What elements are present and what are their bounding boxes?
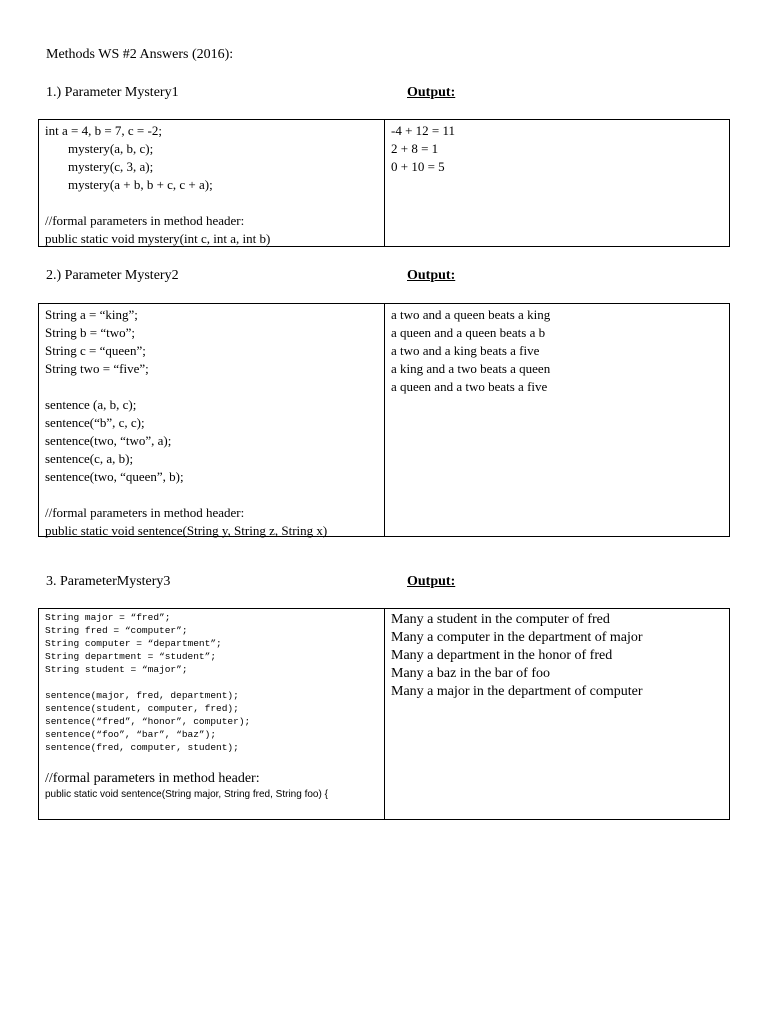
q2-heading: 2.) Parameter Mystery2 xyxy=(46,268,179,283)
q3-call-line: sentence(fred, computer, student); xyxy=(45,742,239,753)
q2-call-line: sentence(two, “queen”, b); xyxy=(45,469,184,484)
q3-decl-line: String department = “student”; xyxy=(45,651,217,662)
q3-call-line: sentence(student, computer, fred); xyxy=(45,703,239,714)
q2-call-line: sentence(“b”, c, c); xyxy=(45,415,145,430)
q3-output-line: Many a student in the computer of fred xyxy=(391,612,610,627)
q3-output-line: Many a major in the department of computer xyxy=(391,684,643,699)
page-title: Methods WS #2 Answers (2016): xyxy=(46,47,234,62)
q2-output-line: a queen and a two beats a five xyxy=(391,379,548,394)
q3-output-line: Many a department in the honor of fred xyxy=(391,648,613,663)
q2-output-line: a two and a queen beats a king xyxy=(391,307,551,322)
q3-decl-line: String computer = “department”; xyxy=(45,638,222,649)
q3-output-line: Many a computer in the department of major xyxy=(391,630,643,645)
q2-decl-line: String c = “queen”; xyxy=(45,343,146,358)
q2-call-line: sentence (a, b, c); xyxy=(45,397,137,412)
q2-output-line: a king and a two beats a queen xyxy=(391,361,551,376)
q1-output-line: 2 + 8 = 1 xyxy=(391,141,439,156)
q1-code-cell xyxy=(39,120,385,246)
q3-decl-line: String fred = “computer”; xyxy=(45,625,188,636)
q2-output-label: Output: xyxy=(407,268,456,283)
q2-decl-line: String two = “five”; xyxy=(45,361,149,376)
q2-call-line: sentence(two, “two”, a); xyxy=(45,433,172,448)
q1-heading: 1.) Parameter Mystery1 xyxy=(46,85,179,100)
q1-output-cell xyxy=(385,120,729,246)
q1-code-line: mystery(a, b, c); xyxy=(68,141,154,156)
q1-code-line: int a = 4, b = 7, c = -2; xyxy=(45,123,162,138)
q3-heading: 3. ParameterMystery3 xyxy=(46,574,171,589)
q3-method-header: public static void sentence(String major, String fred, String foo) { xyxy=(45,789,328,800)
q1-method-header: public static void mystery(int c, int a, int b) xyxy=(45,231,271,246)
q3-code-cell xyxy=(39,609,385,819)
q1-output-label: Output: xyxy=(407,85,456,100)
q2-method-header: public static void sentence(String y, String z, String x) xyxy=(45,523,328,538)
q3-output-line: Many a baz in the bar of foo xyxy=(391,666,550,681)
q2-table xyxy=(38,303,730,537)
q1-code-line: mystery(a + b, b + c, c + a); xyxy=(68,177,213,192)
q2-output-line: a two and a king beats a five xyxy=(391,343,540,358)
q3-decl-line: String student = “major”; xyxy=(45,664,188,675)
q2-comment: //formal parameters in method header: xyxy=(45,505,245,520)
q2-decl-line: String a = “king”; xyxy=(45,307,138,322)
q3-decl-line: String major = “fred”; xyxy=(45,612,171,623)
q2-code-cell xyxy=(39,304,385,536)
q3-table xyxy=(38,608,730,820)
q1-comment: //formal parameters in method header: xyxy=(45,213,245,228)
q2-call-line: sentence(c, a, b); xyxy=(45,451,134,466)
q3-call-line: sentence(major, fred, department); xyxy=(45,690,239,701)
q1-output-line: 0 + 10 = 5 xyxy=(391,159,445,174)
q1-output-line: -4 + 12 = 11 xyxy=(391,123,456,138)
q1-table xyxy=(38,119,730,247)
q3-call-line: sentence(“fred”, “honor”, computer); xyxy=(45,716,251,727)
q2-decl-line: String b = “two”; xyxy=(45,325,136,340)
q3-comment: //formal parameters in method header: xyxy=(45,771,260,786)
q1-code-line: mystery(c, 3, a); xyxy=(68,159,154,174)
q3-call-line: sentence(“foo”, “bar”, “baz”); xyxy=(45,729,217,740)
q3-output-label: Output: xyxy=(407,574,456,589)
q3-output-cell xyxy=(385,609,729,819)
q2-output-cell xyxy=(385,304,729,536)
q2-output-line: a queen and a queen beats a b xyxy=(391,325,546,340)
